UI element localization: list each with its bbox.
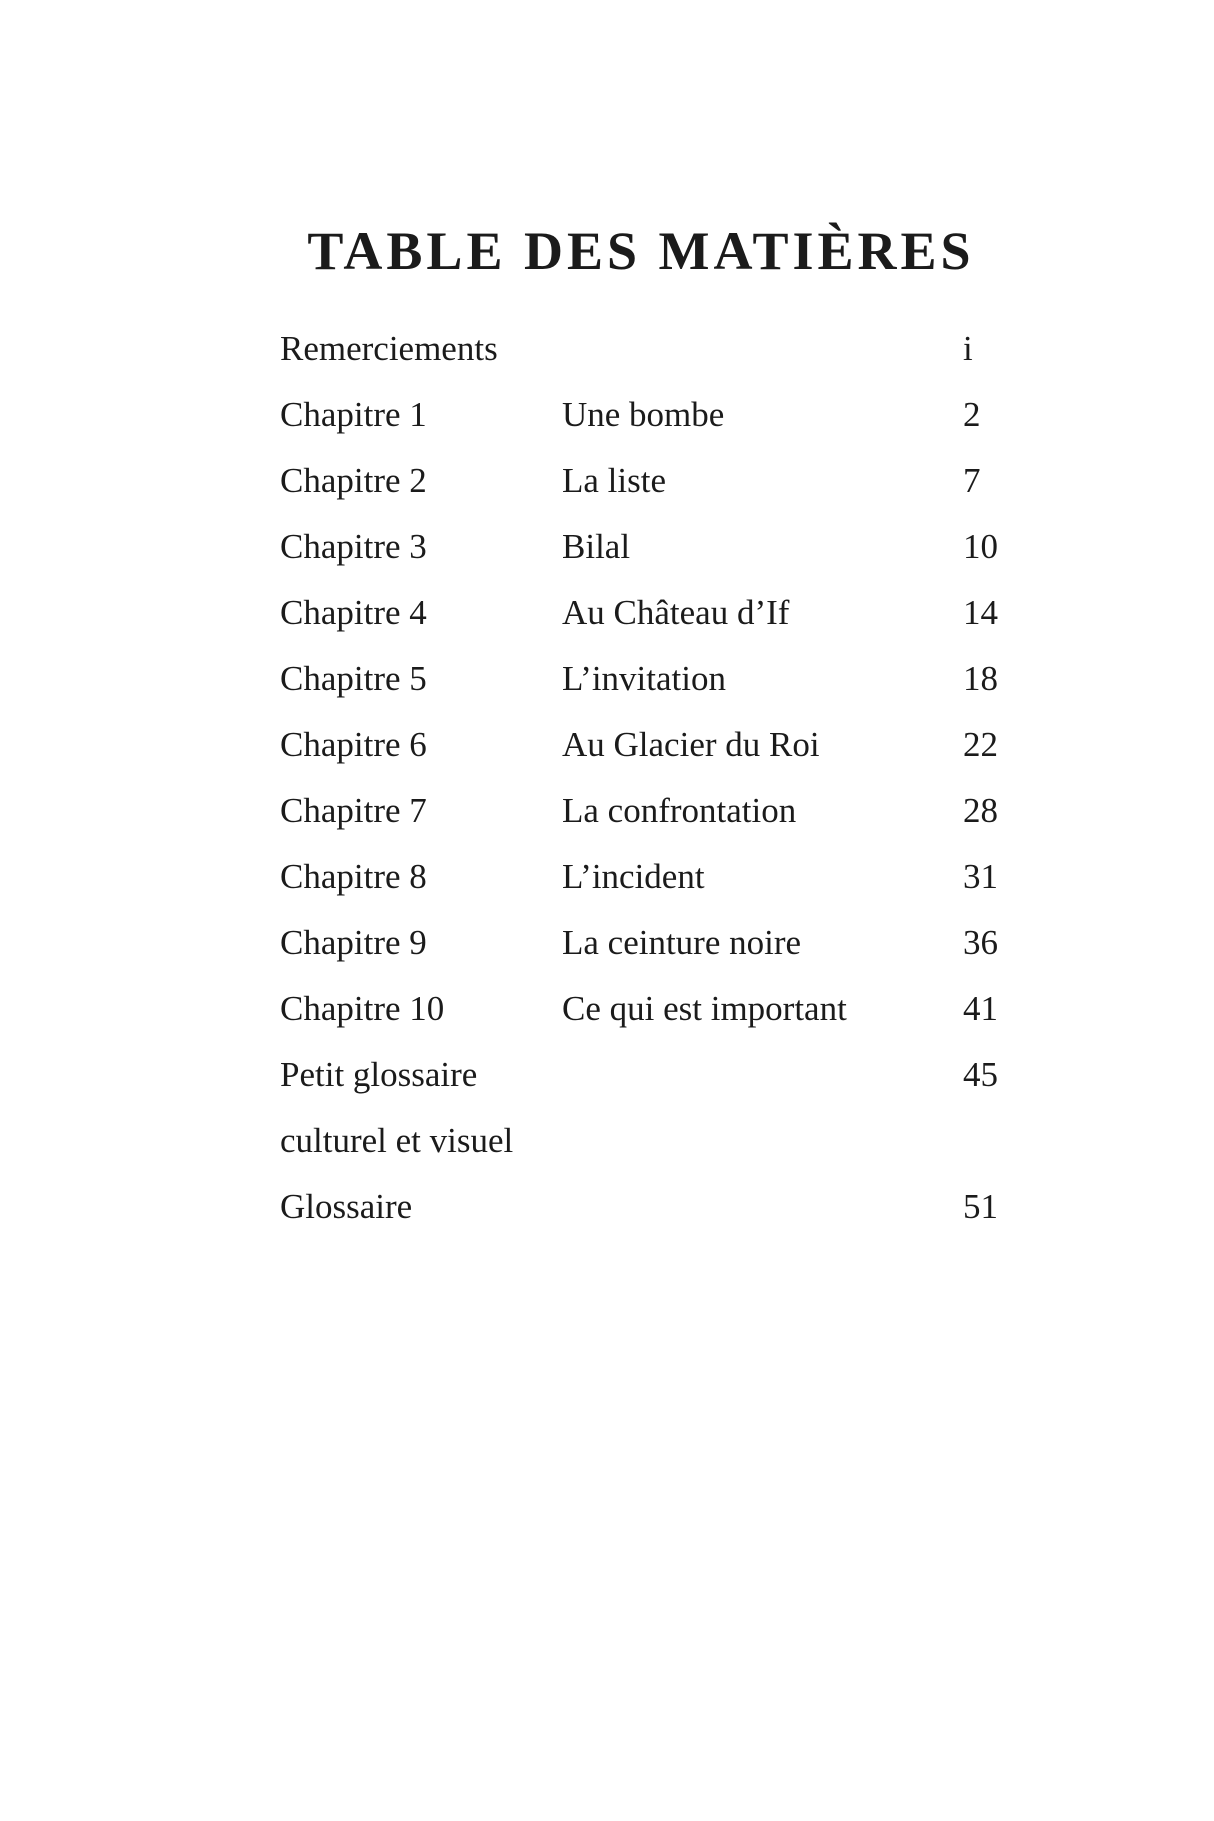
toc-content	[280, 221, 1002, 1240]
toc-row	[280, 712, 1002, 778]
page-title: TABLE DES MATIÈRES	[307, 221, 975, 281]
toc-row	[280, 910, 1002, 976]
toc-entry-page: 10	[963, 527, 998, 566]
toc-entry-label: Chapitre 1	[280, 395, 427, 434]
toc-entry-page: 36	[963, 923, 998, 962]
toc-entry-title: L’invitation	[562, 659, 726, 698]
toc-entry-label: Chapitre 3	[280, 527, 427, 566]
toc-entry-label: Remerciements	[280, 329, 498, 368]
toc-entry-label: Chapitre 8	[280, 857, 427, 896]
toc-entry-page: 14	[963, 593, 998, 632]
toc-row	[280, 316, 1002, 382]
toc-entry-title	[562, 1174, 963, 1240]
toc-entry-page: 31	[963, 857, 998, 896]
toc-entry-title: La confrontation	[562, 791, 797, 830]
toc-entry-title	[562, 1042, 963, 1108]
toc-row	[280, 382, 1002, 448]
toc-entry-title: Au Glacier du Roi	[562, 725, 820, 764]
toc-row	[280, 580, 1002, 646]
toc-entry-page: i	[963, 329, 973, 368]
toc-entry-page: 28	[963, 791, 998, 830]
toc-entry-page: 51	[963, 1187, 998, 1226]
toc-row	[280, 778, 1002, 844]
toc-row	[280, 1108, 1002, 1174]
toc-entry-title: La liste	[562, 461, 666, 500]
toc-row	[280, 1174, 1002, 1240]
toc-entry-label: Chapitre 7	[280, 791, 427, 830]
toc-row	[280, 448, 1002, 514]
toc-entry-label: Chapitre 4	[280, 593, 427, 632]
toc-entry-label: Chapitre 9	[280, 923, 427, 962]
toc-row	[280, 514, 1002, 580]
toc-entry-title: Au Château d’If	[562, 593, 790, 632]
toc-entry-title	[562, 1108, 963, 1174]
toc-entry-label: Glossaire	[280, 1187, 413, 1226]
toc-entry-title	[562, 316, 963, 382]
toc-entry-title: La ceinture noire	[562, 923, 802, 962]
toc-entry-page: 45	[963, 1055, 998, 1094]
table-of-contents	[280, 316, 1002, 1240]
toc-entry-label: Chapitre 2	[280, 461, 427, 500]
toc-entry-label: culturel et visuel	[280, 1121, 514, 1160]
toc-entry-title: L’incident	[562, 857, 705, 896]
toc-entry-title: Une bombe	[562, 395, 725, 434]
toc-row	[280, 844, 1002, 910]
toc-entry-label: Chapitre 10	[280, 989, 445, 1028]
toc-entry-page	[963, 1108, 1002, 1174]
toc-entry-page: 22	[963, 725, 998, 764]
toc-entry-title: Bilal	[562, 527, 631, 566]
toc-entry-label: Chapitre 6	[280, 725, 427, 764]
toc-row	[280, 976, 1002, 1042]
toc-row	[280, 1042, 1002, 1108]
toc-row	[280, 646, 1002, 712]
toc-entry-title: Ce qui est important	[562, 989, 847, 1028]
toc-entry-page: 2	[963, 395, 981, 434]
toc-entry-page: 41	[963, 989, 998, 1028]
toc-entry-label: Chapitre 5	[280, 659, 427, 698]
toc-entry-page: 7	[963, 461, 981, 500]
toc-entry-label: Petit glossaire	[280, 1055, 478, 1094]
toc-entry-page: 18	[963, 659, 998, 698]
